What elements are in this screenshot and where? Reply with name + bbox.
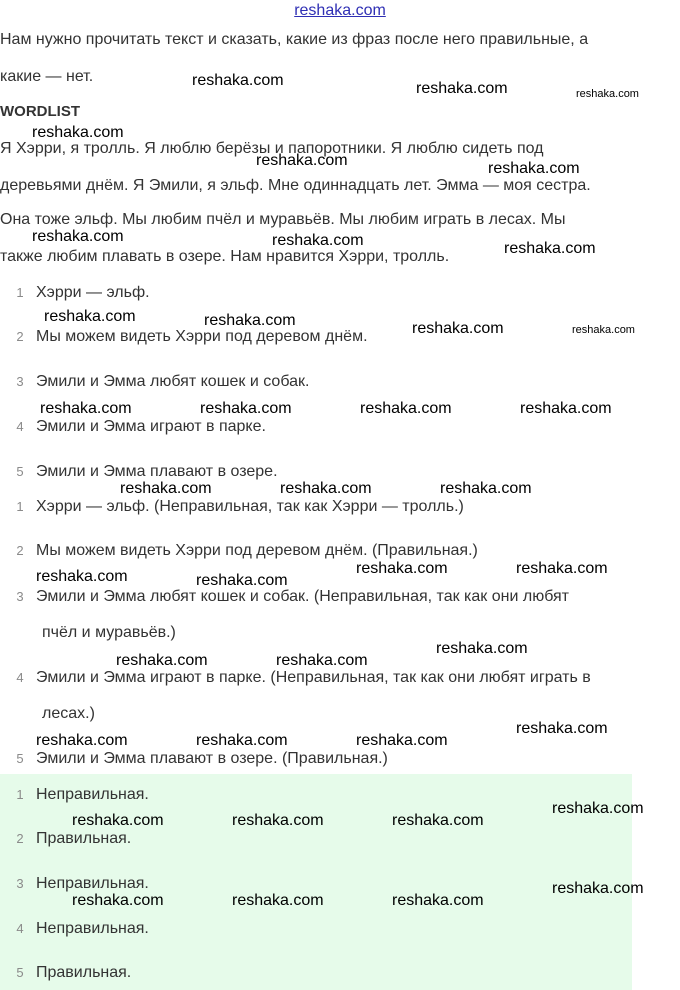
wordlist-line: Она тоже эльф. Мы любим пчёл и муравьёв. Мы любим играть в лесах. Мы: [0, 211, 566, 228]
watermark: reshaka.com: [552, 880, 644, 897]
explained-continuation: пчёл и муравьёв.): [42, 624, 176, 641]
watermark: reshaka.com: [232, 892, 324, 909]
watermark: reshaka.com: [576, 88, 639, 100]
statement-text: Хэрри — эльф.: [36, 284, 150, 301]
watermark: reshaka.com: [72, 892, 164, 909]
explained-continuation: лесах.): [42, 705, 95, 722]
watermark: reshaka.com: [488, 160, 580, 177]
watermark: reshaka.com: [40, 400, 132, 417]
watermark: reshaka.com: [516, 560, 608, 577]
watermark: reshaka.com: [44, 308, 136, 325]
explained-text: Мы можем видеть Хэрри под деревом днём. (Правильная.): [36, 542, 478, 559]
answer-number: 2: [16, 831, 24, 846]
watermark: reshaka.com: [272, 232, 364, 249]
statement-number: 5: [16, 464, 24, 479]
statement-number: 3: [16, 374, 24, 389]
explained-number: 3: [16, 589, 24, 604]
watermark: reshaka.com: [360, 400, 452, 417]
watermark: reshaka.com: [120, 480, 212, 497]
watermark: reshaka.com: [196, 732, 288, 749]
watermark: reshaka.com: [280, 480, 372, 497]
watermark: reshaka.com: [392, 892, 484, 909]
answer-text: Правильная.: [36, 830, 132, 847]
answer-text: Правильная.: [36, 964, 132, 981]
watermark: reshaka.com: [436, 640, 528, 657]
statement-text: Эмили и Эмма плавают в озере.: [36, 463, 278, 480]
explained-number: 2: [16, 543, 24, 558]
answer-text: Неправильная.: [36, 786, 149, 803]
watermark: reshaka.com: [356, 732, 448, 749]
statement-text: Мы можем видеть Хэрри под деревом днём.: [36, 328, 368, 345]
answer-number: 3: [16, 876, 24, 891]
intro-line-2: какие — нет.: [0, 68, 94, 85]
watermark: reshaka.com: [32, 124, 124, 141]
statement-number: 2: [16, 329, 24, 344]
answer-number: 4: [16, 921, 24, 936]
site-title-link[interactable]: reshaka.com: [294, 2, 386, 19]
watermark: reshaka.com: [232, 812, 324, 829]
watermark: reshaka.com: [200, 400, 292, 417]
watermark: reshaka.com: [32, 228, 124, 245]
answer-number: 1: [16, 787, 24, 802]
explained-text: Хэрри — эльф. (Неправильная, так как Хэрри — тролль.): [36, 498, 464, 515]
watermark: reshaka.com: [192, 72, 284, 89]
intro-line-1: Нам нужно прочитать текст и сказать, какие из фраз после него правильные, а: [0, 31, 589, 48]
answer-text: Неправильная.: [36, 920, 149, 937]
answer-text: Неправильная.: [36, 875, 149, 892]
watermark: reshaka.com: [204, 312, 296, 329]
watermark: reshaka.com: [412, 320, 504, 337]
watermark: reshaka.com: [392, 812, 484, 829]
explained-text: Эмили и Эмма плавают в озере. (Правильная.): [36, 750, 388, 767]
wordlist-line: деревьями днём. Я Эмили, я эльф. Мне одиннадцать лет. Эмма — моя сестра.: [0, 177, 591, 194]
watermark: reshaka.com: [356, 560, 448, 577]
watermark: reshaka.com: [256, 152, 348, 169]
statement-text: Эмили и Эмма играют в парке.: [36, 418, 266, 435]
watermark: reshaka.com: [520, 400, 612, 417]
explained-number: 4: [16, 670, 24, 685]
watermark: reshaka.com: [196, 572, 288, 589]
answer-number: 5: [16, 965, 24, 980]
watermark: reshaka.com: [36, 732, 128, 749]
explained-text: Эмили и Эмма играют в парке. (Неправильная, так как они любят играть в: [36, 669, 591, 686]
watermark: reshaka.com: [416, 80, 508, 97]
statement-text: Эмили и Эмма любят кошек и собак.: [36, 373, 310, 390]
watermark: reshaka.com: [116, 652, 208, 669]
wordlist-heading: WORDLIST: [0, 103, 80, 120]
explained-number: 1: [16, 499, 24, 514]
watermark: reshaka.com: [572, 324, 635, 336]
watermark: reshaka.com: [276, 652, 368, 669]
watermark: reshaka.com: [504, 240, 596, 257]
watermark: reshaka.com: [516, 720, 608, 737]
watermark: reshaka.com: [552, 800, 644, 817]
statement-number: 1: [16, 285, 24, 300]
watermark: reshaka.com: [36, 568, 128, 585]
wordlist-line: также любим плавать в озере. Нам нравится Хэрри, тролль.: [0, 248, 450, 265]
explained-number: 5: [16, 751, 24, 766]
statement-number: 4: [16, 419, 24, 434]
watermark: reshaka.com: [440, 480, 532, 497]
watermark: reshaka.com: [72, 812, 164, 829]
wordlist-line: Я Хэрри, я тролль. Я люблю берёзы и папоротники. Я люблю сидеть под: [0, 140, 544, 157]
explained-text: Эмили и Эмма любят кошек и собак. (Неправильная, так как они любят: [36, 588, 569, 605]
